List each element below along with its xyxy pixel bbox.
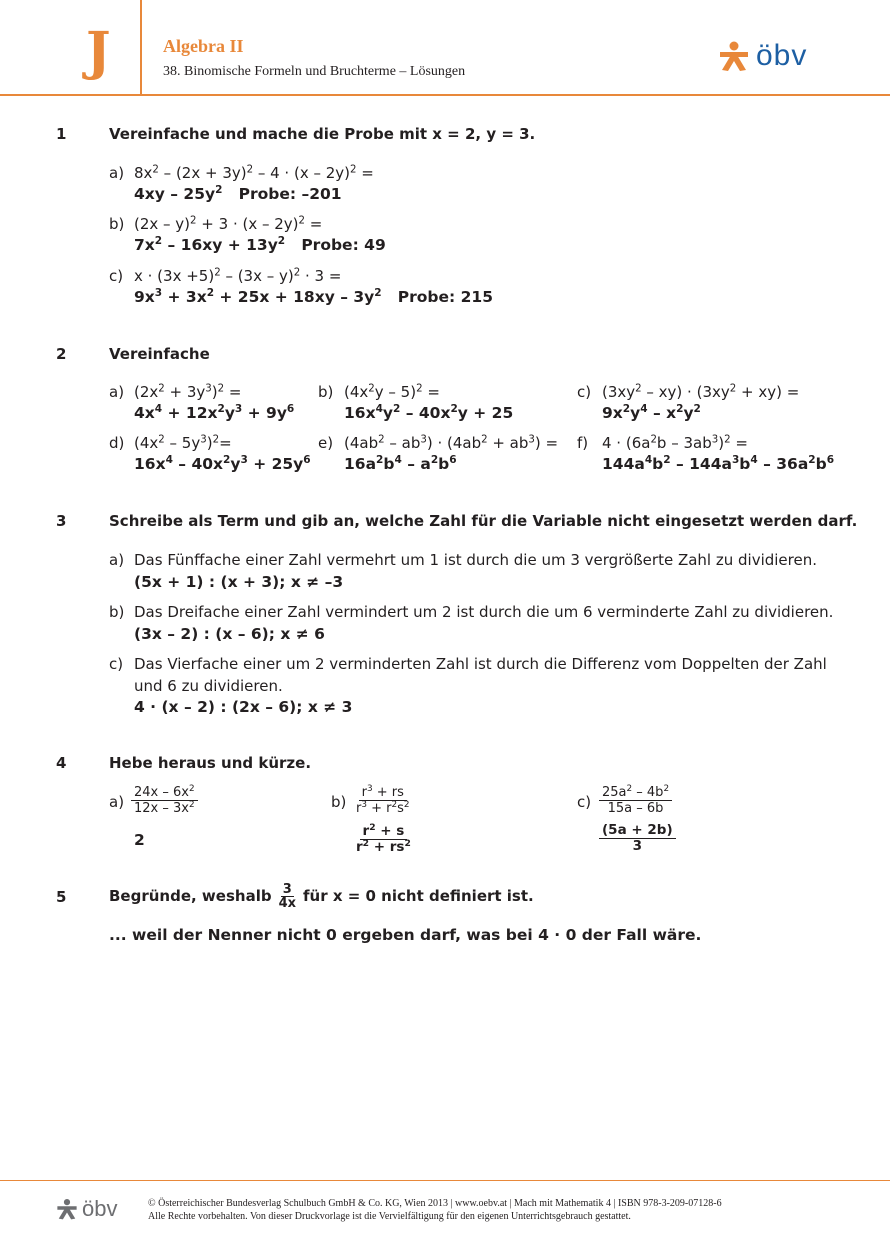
task-heading: Hebe heraus und kürze. xyxy=(109,754,312,772)
item-label: c) xyxy=(109,267,124,285)
task-5-answer: ... weil der Nenner nicht 0 ergeben darf, was bei 4 · 0 der Fall wäre. xyxy=(109,926,702,944)
task-1b-expression: (2x – y)$^2$ + 3 · (x – 2y)$^2$ = xyxy=(134,215,323,233)
task-3b-answer: (3x – 2) : (x – 6); x ≠ 6 xyxy=(134,625,325,643)
item-label: f) xyxy=(577,434,589,452)
footer-rights: Alle Rechte vorbehalten. Von dieser Druckvorlage ist die Vervielfältigung für den eigenen Unterrichtsgebrauch gestattet. xyxy=(148,1211,631,1222)
item-label: c) xyxy=(577,793,592,811)
task-number: 3 xyxy=(56,512,67,530)
task-2d-expression: $(4x^2 - 5y^3)^2=$ xyxy=(134,434,232,452)
task-2f-answer: $144a^4b^2 - 144a^3b^4 - 36a^2b^6$ xyxy=(602,454,835,473)
task-2c-expression: $(3xy^2 - xy) \cdot (3xy^2 + xy)$ = xyxy=(602,383,800,401)
item-label: a) xyxy=(109,164,125,182)
task-3a-answer: (5x + 1) : (x + 3); x ≠ –3 xyxy=(134,573,344,591)
task-1c-answer: $9x^3 + 3x^2 + 25x + 18xy - 3y^2$ Probe: 215 xyxy=(134,287,493,306)
publisher-logo xyxy=(718,40,807,72)
item-label: b) xyxy=(109,215,125,233)
item-label: a) xyxy=(109,551,125,569)
task-2e-answer: $16a^2b^4 - a^2b^6$ xyxy=(344,454,457,473)
footer-rule xyxy=(0,1180,890,1181)
task-2f-expression: $4 \cdot (6a^2b - 3ab^3)^2$ = xyxy=(602,434,748,452)
item-label: c) xyxy=(577,383,592,401)
item-label: a) xyxy=(109,383,125,401)
task-heading: Vereinfache und mache die Probe mit x = 2, y = 3. xyxy=(109,125,536,143)
task-1b-answer: $7x^2 - 16xy + 13y^2$ Probe: 49 xyxy=(134,235,386,254)
task-1a-expression: $8x^2 - (2x + 3y)^2 - 4 \cdot (x - 2y)^2$ = xyxy=(134,164,374,182)
item-label: b) xyxy=(331,793,347,811)
task-3c-text-line2: und 6 zu dividieren. xyxy=(134,677,283,695)
task-2c-answer: $9x^2y^4 - x^2y^2$ xyxy=(602,403,701,422)
task-4b-fraction: $\frac{r^3 + rs}{r^3 + r^2s^2}$ xyxy=(356,784,410,816)
task-4a-answer: 2 xyxy=(134,831,145,849)
task-3b-text: Das Dreifache einer Zahl vermindert um 2 ist durch die um 6 verminderte Zahl zu dividieren. xyxy=(134,603,834,621)
task-2a-answer: $4x^4 + 12x^2y^3 + 9y^6$ xyxy=(134,403,295,422)
header-divider xyxy=(140,0,142,95)
header-rule xyxy=(0,94,890,96)
item-label: e) xyxy=(318,434,334,452)
chapter-letter: J xyxy=(86,21,111,82)
heading-text-post: für x = 0 nicht definiert ist. xyxy=(303,887,534,905)
task-1a-answer: $4xy - 25y^2$ Probe: –201 xyxy=(134,184,342,203)
task-3a-text: Das Fünffache einer Zahl vermehrt um 1 ist durch die um 3 vergrößerte Zahl zu dividieren. xyxy=(134,551,817,569)
footer-copyright: © Österreichischer Bundesverlag Schulbuch GmbH & Co. KG, Wien 2013 | www.oebv.at | Mach mit Mathematik 4 | ISBN 978-3-209-07128-6 xyxy=(148,1198,722,1209)
task-heading xyxy=(109,877,534,915)
task-2d-answer: $16x^4 - 40x^2y^3 + 25y^6$ xyxy=(134,454,311,473)
task-3c-answer: 4 · (x – 2) : (2x – 6); x ≠ 3 xyxy=(134,698,353,716)
task-2e-expression: $(4ab^2 - ab^3) \cdot (4ab^2 + ab^3)$ = xyxy=(344,434,559,452)
task-4c-fraction: $\frac{25a^2 - 4b^2}{15a - 6b}$ xyxy=(599,785,672,816)
task-number: 4 xyxy=(56,754,67,772)
star-person-icon xyxy=(56,1198,78,1220)
task-4b-answer: $\frac{r^2 + s}{r^2 + rs^2}$ xyxy=(356,821,411,855)
logo-wordmark: öbv xyxy=(756,39,808,72)
heading-text-pre: Begründe, weshalb xyxy=(109,887,272,905)
star-person-icon xyxy=(718,40,750,72)
task-2a-expression: $(2x^2 + 3y^3)^2$ = xyxy=(134,383,242,401)
task-heading: Vereinfache xyxy=(109,345,210,363)
footer-logo-wordmark: öbv xyxy=(82,1196,118,1221)
page-title: Algebra II xyxy=(163,36,244,56)
task-number: 5 xyxy=(56,888,67,906)
task-4c-answer: $\frac{(5a + 2b)}{3}$ xyxy=(599,823,676,854)
footer-logo xyxy=(56,1198,117,1220)
task-3c-text-line1: Das Vierfache einer um 2 verminderten Zahl ist durch die Differenz vom Doppelten der Zahl xyxy=(134,655,827,673)
page-subtitle: 38. Binomische Formeln und Bruchterme – Lösungen xyxy=(163,64,466,79)
task-1c-expression: $x \cdot (3x +5)^2 - (3x - y)^2 \cdot 3$ = xyxy=(134,267,342,285)
task-heading: Schreibe als Term und gib an, welche Zahl für die Variable nicht eingesetzt werden darf. xyxy=(109,512,858,530)
task-number: 2 xyxy=(56,345,67,363)
heading-fraction: 3 4x xyxy=(278,881,297,911)
item-label: a) xyxy=(109,793,125,811)
item-label: c) xyxy=(109,655,124,673)
item-label: b) xyxy=(318,383,334,401)
task-4a-fraction: $\frac{24x - 6x^2}{12x - 3x^2}$ xyxy=(131,785,198,816)
item-label: d) xyxy=(109,434,125,452)
item-label: b) xyxy=(109,603,125,621)
task-number: 1 xyxy=(56,125,67,143)
task-2b-expression: $(4x^2y - 5)^2$ = xyxy=(344,383,440,401)
task-2b-answer: $16x^4y^2 - 40x^2y + 25$ xyxy=(344,403,514,422)
